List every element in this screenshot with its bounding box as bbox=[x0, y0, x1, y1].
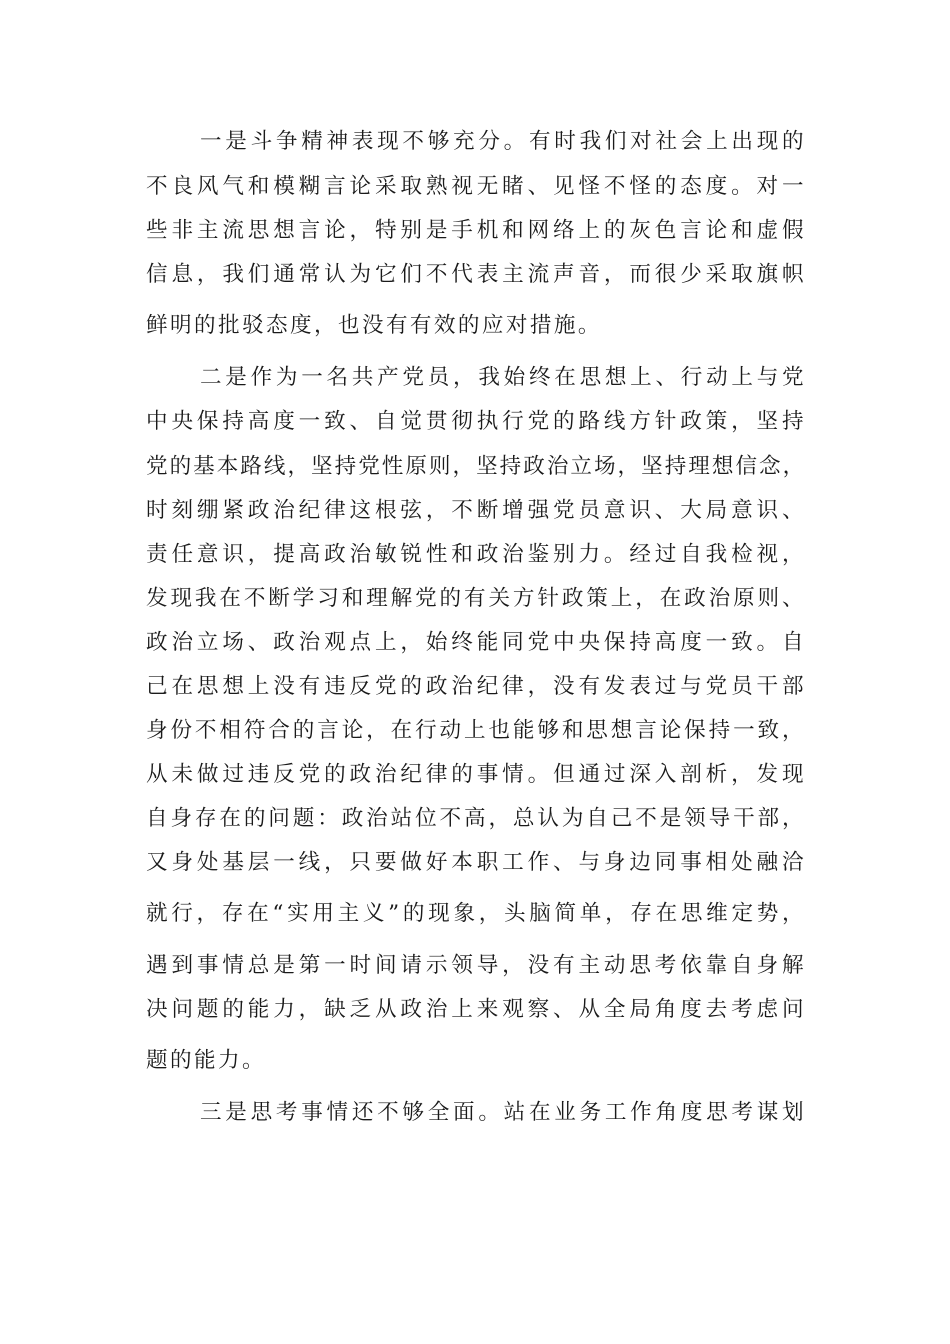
text-line: 中央保持高度一致、自觉贯彻执行党的路线方针政策，坚持 bbox=[146, 409, 806, 434]
text-line: 身份不相符合的言论，在行动上也能够和思想言论保持一致， bbox=[146, 718, 806, 743]
text-line: 发现我在不断学习和理解党的有关方针政策上，在政治原则、 bbox=[146, 586, 806, 611]
text-line: 不良风气和模糊言论采取熟视无睹、见怪不怪的态度。对一 bbox=[146, 174, 806, 199]
text-line: 自身存在的问题：政治站位不高，总认为自己不是领导干部， bbox=[146, 806, 806, 831]
text-line: 鲜明的批驳态度，也没有有效的应对措施。 bbox=[146, 313, 602, 338]
text-line: 信息，我们通常认为它们不代表主流声音，而很少采取旗帜 bbox=[146, 262, 806, 287]
text-line: 遇到事情总是第一时间请示领导，没有主动思考依靠自身解 bbox=[146, 953, 806, 978]
text-line: 决问题的能力，缺乏从政治上来观察、从全局角度去考虑问 bbox=[146, 997, 806, 1022]
text-line: 党的基本路线，坚持党性原则，坚持政治立场，坚持理想信念， bbox=[146, 454, 806, 479]
text-line: 责任意识，提高政治敏锐性和政治鉴别力。经过自我检视， bbox=[146, 542, 806, 567]
text-line: 又身处基层一线，只要做好本职工作、与身边同事相处融洽 bbox=[146, 850, 806, 875]
text-line: 己在思想上没有违反党的政治纪律，没有发表过与党员干部 bbox=[146, 674, 806, 699]
text-line: 从未做过违反党的政治纪律的事情。但通过深入剖析，发现 bbox=[146, 762, 806, 787]
text-line: 一是斗争精神表现不够充分。有时我们对社会上出现的 bbox=[200, 129, 806, 154]
text-line: 三是思考事情还不够全面。站在业务工作角度思考谋划 bbox=[200, 1100, 806, 1125]
text-line: 政治立场、政治观点上，始终能同党中央保持高度一致。自 bbox=[146, 630, 806, 655]
text-line: 题的能力。 bbox=[146, 1048, 266, 1073]
text-line: 些非主流思想言论，特别是手机和网络上的灰色言论和虚假 bbox=[146, 218, 806, 243]
text-line: 二是作为一名共产党员，我始终在思想上、行动上与党 bbox=[200, 365, 806, 390]
text-line: 时刻绷紧政治纪律这根弦，不断增强党员意识、大局意识、 bbox=[146, 498, 806, 523]
text-line: 就行，存在“实用主义”的现象，头脑简单，存在思维定势， bbox=[146, 901, 806, 926]
